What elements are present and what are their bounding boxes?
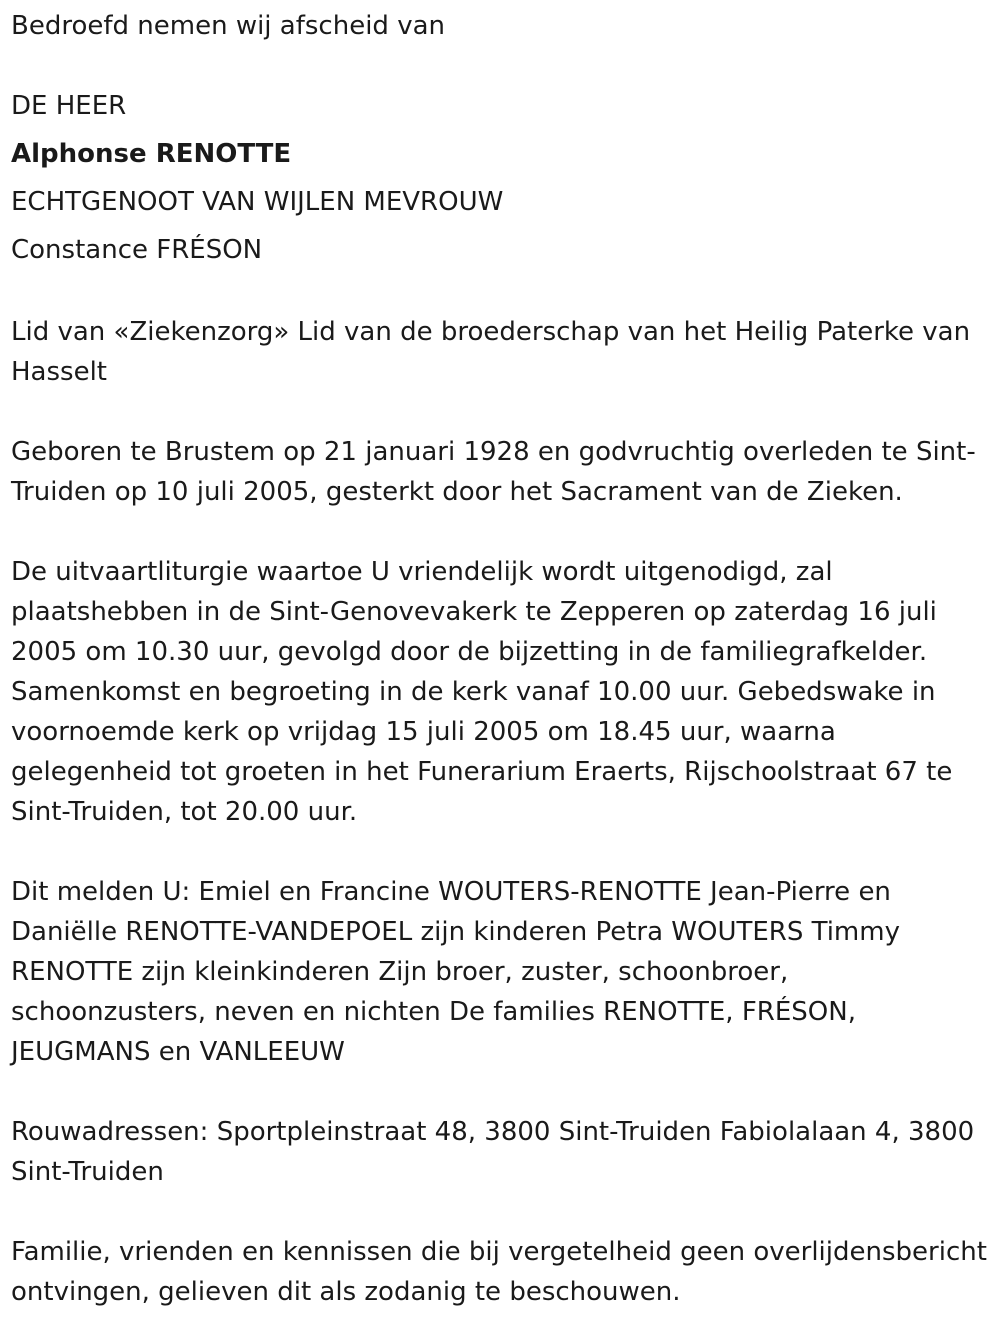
memberships-paragraph: Lid van «Ziekenzorg» Lid van de broederschap van het Heilig Paterke van Hasselt [11,317,971,387]
spouse-name: Constance FRÉSON [11,235,263,265]
birth-death-paragraph: Geboren te Brustem op 21 januari 1928 en godvruchtig overleden te Sint-Truiden op 10 juli 2005, gesterkt door het Sacrament van de Zieken. [11,437,976,507]
relation-line: ECHTGENOOT VAN WIJLEN MEVROUW [11,187,504,217]
family-paragraph: Dit melden U: Emiel en Francine WOUTERS-RENOTTE Jean-Pierre en Daniëlle RENOTTE-VANDEPOEL zijn kinderen Petra WOUTERS Timmy RENOTTE zijn kleinkinderen Zijn broer, zuster, schoonbroer, schoonzusters, neven en nichten De families RENOTTE, FRÉSON, JEUGMANS en VANLEEUW [11,877,900,1067]
closing-paragraph: Familie, vrienden en kennissen die bij vergetelheid geen overlijdensbericht ontvingen, gelieven dit als zodanig te beschouwen. [11,1237,987,1307]
honorific-title: DE HEER [11,91,127,121]
addresses-paragraph: Rouwadressen: Sportpleinstraat 48, 3800 Sint-Truiden Fabiolalaan 4, 3800 Sint-Truiden [11,1117,975,1187]
intro-text: Bedroefd nemen wij afscheid van [11,11,445,41]
deceased-name: Alphonse RENOTTE [11,139,292,169]
obituary-document [11,0,991,1312]
funeral-paragraph: De uitvaartliturgie waartoe U vriendelijk wordt uitgenodigd, zal plaatshebben in de Sint-Genovevakerk te Zepperen op zaterdag 16 juli 2005 om 10.30 uur, gevolgd door de bijzetting in de familiegrafkelder. Samenkomst en begroeting in de kerk vanaf 10.00 uur. Gebedswake in voornoemde kerk op vrijdag 15 juli 2005 om 18.45 uur, waarna gelegenheid tot groeten in het Funerarium Eraerts, Rijschoolstraat 67 te Sint-Truiden, tot 20.00 uur. [11,557,953,827]
